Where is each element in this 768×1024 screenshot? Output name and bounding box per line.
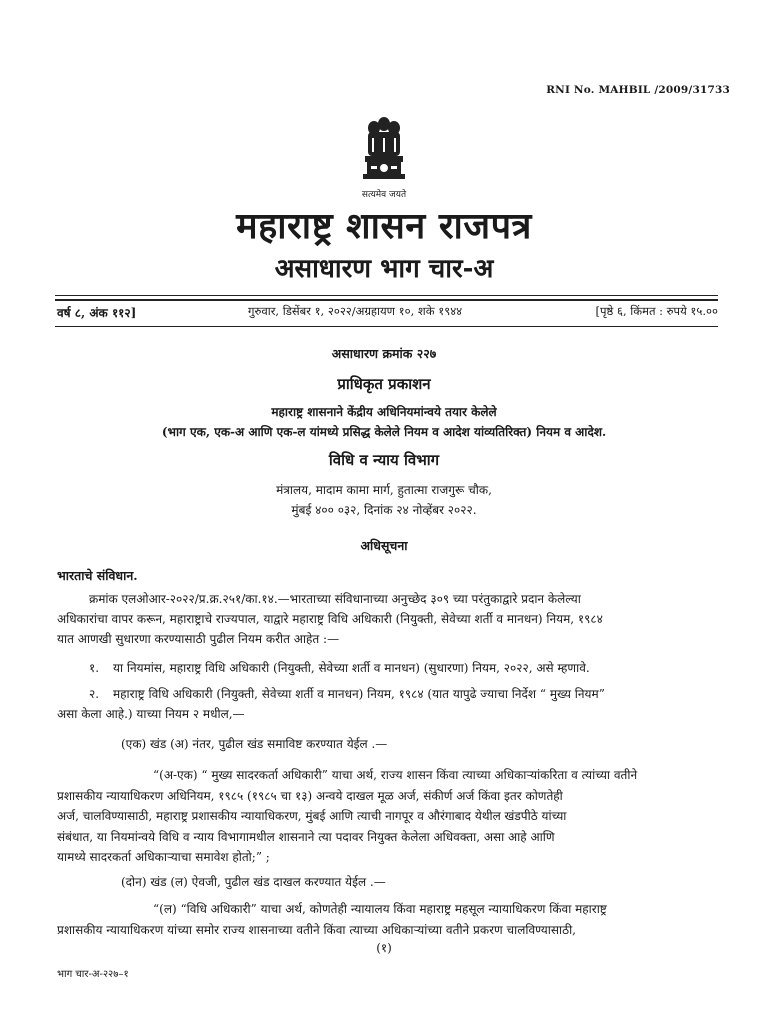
page-number: (१) xyxy=(376,941,392,955)
rule-text: महाराष्ट्र विधि अधिकारी (नियुक्ती, सेवेच्या शर्ती व मानधन) नियम, १९८४ (यात यापुढे ज्याचा निर्देश “ मुख्य नियम” xyxy=(113,687,605,701)
substituted-clause-text xyxy=(57,899,711,940)
emblem-motto: सत्यमेव जयते xyxy=(361,190,407,200)
rule-text-continued: असा केला आहे.) याच्या नियम २ मधील,— xyxy=(57,707,245,721)
gazette-subtitle: असाधारण भाग चार-अ xyxy=(274,254,494,284)
header-top-rule-thick xyxy=(55,299,718,301)
rule-item-1 xyxy=(57,658,711,678)
prepared-line-2: (भाग एक, एक-अ आणि एक-ल यांमध्ये प्रसिद्ध केलेले नियम व आदेश यांव्यतिरिक्त) नियम व आदेश. xyxy=(161,425,607,439)
clause-line: संबंधात, या नियमांन्वये विधि व न्याय विभागामधील शासनाने त्या पदावर नियुक्त केलेला अधिवक्ता, असा आहे आणि xyxy=(57,829,555,844)
clause-line: यामध्ये सादरकर्ता अधिकाऱ्याचा समावेश होतो;” ; xyxy=(57,850,270,864)
extraordinary-number: असाधारण क्रमांक २२७ xyxy=(331,346,437,361)
intro-paragraph xyxy=(57,589,711,649)
clause-line: “(ल) “विधि अधिकारी” याचा अर्थ, कोणतेही न्यायालय किंवा महाराष्ट्र महसूल न्यायाधिकरण किंवा महाराष्ट्र xyxy=(153,902,607,916)
sub-clause-two: (दोन) खंड (ल) ऐवजी, पुढील खंड दाखल करण्यात येईल .— xyxy=(121,875,386,889)
rni-number: RNI No. MAHBIL /2009/31733 xyxy=(546,84,730,96)
header-bottom-rule xyxy=(55,326,718,327)
clause-line: “(अ-एक) “ मुख्य सादरकर्ता अधिकारी” याचा अर्थ, राज्य शासन किंवा त्याच्या अधिकाऱ्यांकरिता व त्यांच्या वतीने xyxy=(153,768,638,782)
intro-line: यात आणखी सुधारणा करण्यासाठी पुढील नियम करीत आहेत :— xyxy=(57,632,340,646)
authorized-publication: प्राधिकृत प्रकाशन xyxy=(337,375,431,393)
gazette-title: महाराष्ट्र शासन राजपत्र xyxy=(236,205,532,247)
rule-number: २. xyxy=(89,687,100,701)
pages-price: [पृष्ठे ६, किंमत : रुपये १५.०० xyxy=(595,304,718,318)
inserted-clause-text xyxy=(57,765,711,868)
rule-number: १. xyxy=(89,661,100,675)
clause-line: प्रशासकीय न्यायाधिकरण यांच्या समोर राज्य शासनाच्या वतीने किंवा त्याच्या अधिकाऱ्यांच्या वतीने प्रकरण चालविण्यासाठी, xyxy=(57,922,576,937)
state-emblem-icon xyxy=(359,110,409,186)
constitution-heading: भारताचे संविधान. xyxy=(57,568,138,583)
rule-item-2 xyxy=(57,684,711,724)
intro-line: क्रमांक एलओआर-२०२२/प्र.क्र.२५१/का.१४.—भारताच्या संविधानाच्या अनुच्छेद ३०९ च्या परंतुकाद्वारे प्रदान केलेल्या xyxy=(89,592,581,606)
department-heading: विधि व न्याय विभाग xyxy=(328,451,440,469)
rule-text: या नियमांस, महाराष्ट्र विधि अधिकारी (नियुक्ती, सेवेच्या शर्ती व मानधन) (सुधारणा) नियम, २०२२, असे म्हणावे. xyxy=(113,661,590,675)
address-line-1: मंत्रालय, मादाम कामा मार्ग, हुतात्मा राजगुरू चौक, xyxy=(276,483,492,497)
notification-heading: अधिसूचना xyxy=(360,538,408,553)
footer-reference: भाग चार-अ-२२७–१ xyxy=(57,969,129,980)
sub-clause-one: (एक) खंड (अ) नंतर, पुढील खंड समाविष्ट करण्यात येईल .— xyxy=(121,737,388,751)
intro-line: अधिकारांचा वापर करून, महाराष्ट्राचे राज्यपाल, याद्वारे महाराष्ट्र विधि अधिकारी (नियुक्ती, सेवेच्या शर्ती व मानधन) नियम, १९८४ xyxy=(57,612,603,626)
clause-line: अर्ज, चालविण्यासाठी, महाराष्ट्र प्रशासकीय न्यायाधिकरण, मुंबई आणि त्याची नागपूर व औरंगाबाद येथील खंडपीठे यांच्या xyxy=(57,809,567,823)
header-top-rule xyxy=(55,295,718,296)
clause-line: प्रशासकीय न्यायाधिकरण अधिनियम, १९८५ (१९८५ चा १३) अन्वये दाखल मूळ अर्ज, संकीर्ण अर्ज किंवा इतर कोणतेही xyxy=(57,788,563,803)
address-line-2: मुंबई ४०० ०३२, दिनांक २४ नोव्हेंबर २०२२. xyxy=(291,503,477,517)
issue-number: वर्ष ८, अंक ११२] xyxy=(57,306,137,320)
issue-date: गुरुवार, डिसेंबर १, २०२२/अग्रहायण १०, शके १९४४ xyxy=(248,304,463,318)
prepared-line-1: महाराष्ट्र शासनाने केंद्रीय अधिनियमांन्वये तयार केलेले xyxy=(271,405,497,419)
